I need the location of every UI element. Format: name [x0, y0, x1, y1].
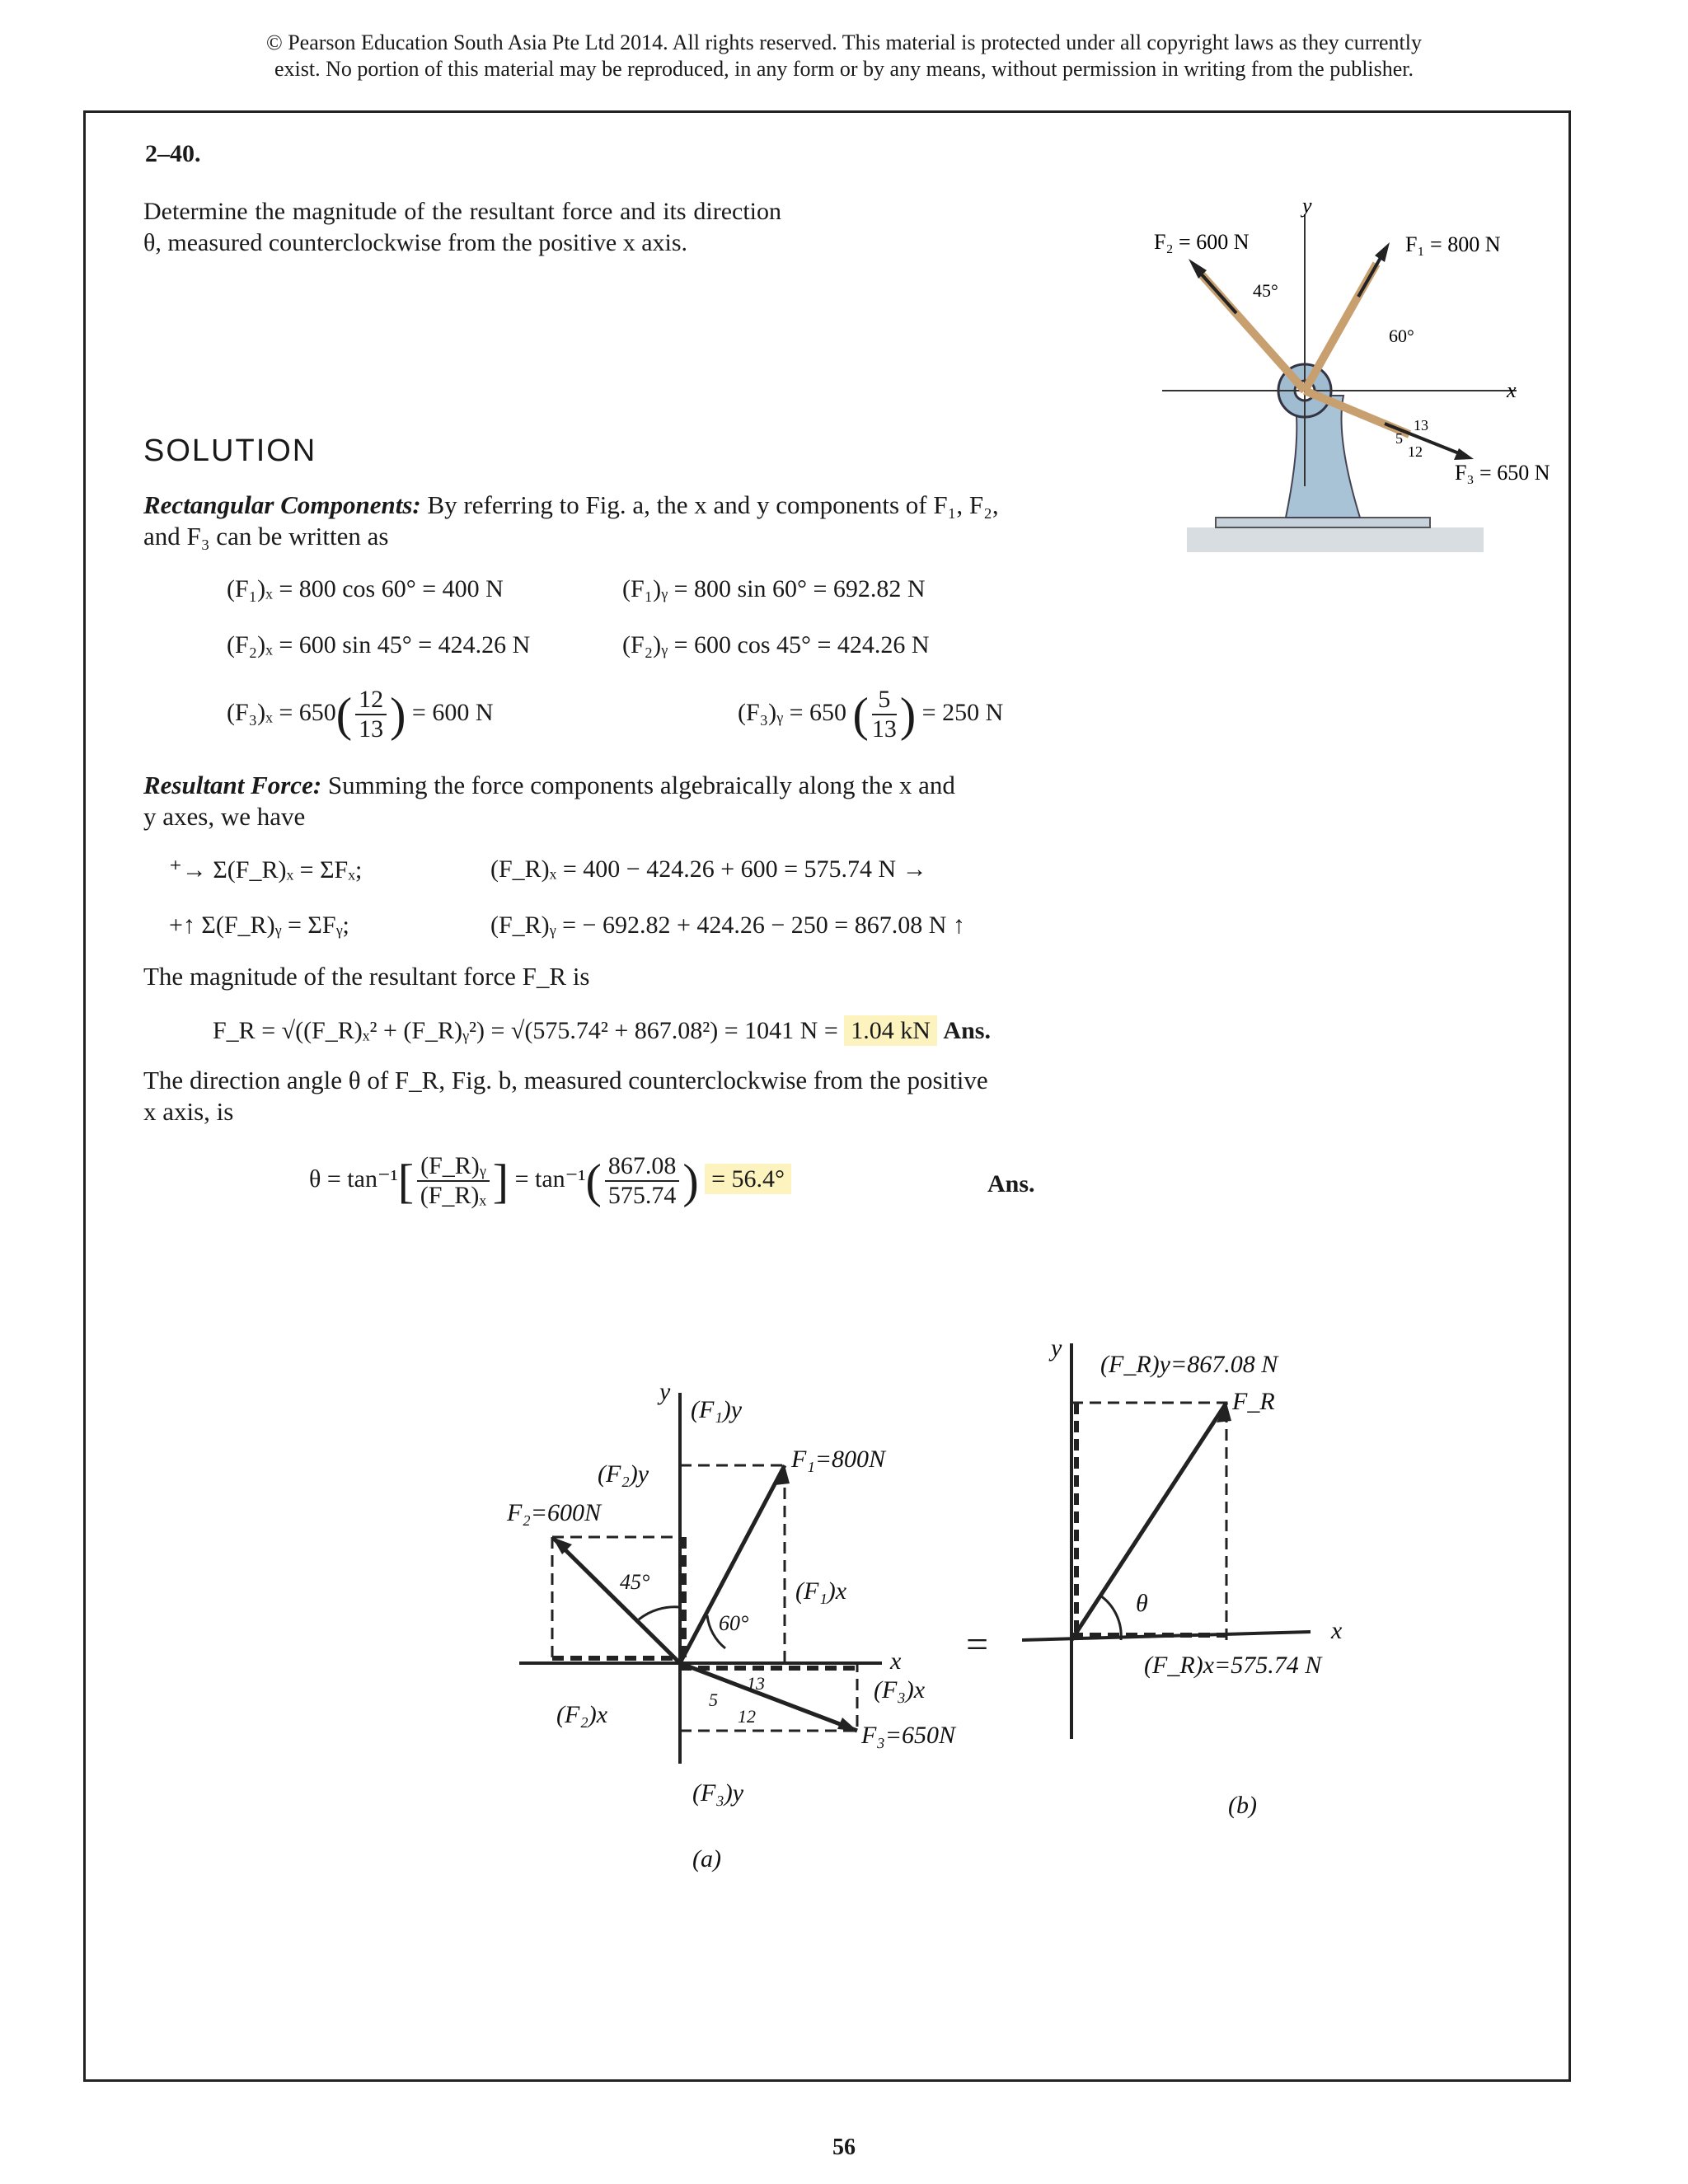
- fig-a-f3x-label: (F₃)x: [874, 1676, 926, 1704]
- eq-f3y: (F₃)ᵧ = 650 ( $\frac{5}{13}$ ) = 250 N: [738, 686, 1004, 743]
- slope-5: 5: [1395, 430, 1403, 447]
- fig-a-slope-12: 12: [738, 1706, 756, 1727]
- theta-lhs: θ = tan⁻¹: [309, 1165, 398, 1193]
- rect-heading: Rectangular Components:: [143, 490, 421, 519]
- fig-a-x-label: x: [890, 1647, 902, 1675]
- page-number: 56: [832, 2135, 856, 2160]
- res-heading: Resultant Force:: [143, 771, 322, 799]
- fig-b-frx-label: (F_R)x=575.74 N: [1144, 1652, 1322, 1679]
- eq-f3x-rhs: = 600 N: [411, 698, 494, 726]
- fig-a-f1-label: F₁=800N: [791, 1446, 886, 1473]
- fig-a-60-label: 60°: [719, 1611, 749, 1635]
- fig-a-f3-label: F₃=650N: [861, 1722, 956, 1749]
- sum-y-label: +↑ Σ(F_R)ᵧ = ΣFᵧ;: [169, 912, 349, 939]
- fig-a-f2-label: F₂=600N: [507, 1499, 602, 1526]
- copyright-notice: [0, 30, 1688, 82]
- fig-a-f1y-label: (F₁)y: [691, 1396, 743, 1423]
- slope-12: 12: [1408, 443, 1423, 460]
- f1-arrowhead: [1375, 242, 1390, 262]
- angle-45-label: 45°: [1253, 280, 1278, 301]
- slope-13: 13: [1414, 417, 1428, 434]
- f1-label: F₁ = 800 N: [1405, 232, 1501, 256]
- sum-x-label: ⁺→ Σ(F_R)ₓ = ΣFₓ;: [169, 856, 363, 883]
- fig-a-f1x-label: (F₁)x: [795, 1577, 847, 1605]
- res-text-a: Summing the force components algebraically along the x and: [327, 771, 955, 799]
- magnitude-eq-body: F_R = √((F_R)ₓ² + (F_R)ᵧ²) = √(575.74² + 867.08²) = 1041 N =: [213, 1017, 838, 1044]
- figure-a: [495, 1368, 1006, 1896]
- fig-a-f2-vector: [552, 1537, 680, 1663]
- fig-b-fry-label: (F_R)y=867.08 N: [1100, 1351, 1278, 1378]
- base-plate: [1216, 518, 1430, 527]
- rect-text-b: and F₃ can be written as: [143, 522, 389, 551]
- magnitude-answer: 1.04 kN: [844, 1015, 937, 1046]
- problem-statement: Determine the magnitude of the resultant force and its direction θ, measured counterclockwise from the positive x axis.: [143, 198, 781, 256]
- figure-b: [1022, 1327, 1393, 1854]
- fig-b-fr-vector: [1071, 1403, 1226, 1640]
- fig-a-y-label: y: [659, 1378, 671, 1405]
- problem-figure: [1137, 190, 1566, 552]
- copyright-line-2: exist. No portion of this material may be reproduced, in any form or by any means, without permission in writing from the publisher.: [274, 57, 1414, 81]
- f3-label: F₃ = 650 N: [1455, 461, 1550, 485]
- fig-b-fr-label: F_R: [1232, 1388, 1275, 1415]
- eq-f3x-lhs: (F₃)ₓ = 650: [227, 698, 336, 726]
- figures-equals: =: [966, 1623, 989, 1666]
- eq-f3y-rhs: = 250 N: [921, 698, 1004, 726]
- fig-a-slope-5: 5: [709, 1690, 718, 1710]
- theta-answer: = 56.4°: [705, 1164, 791, 1194]
- ground: [1187, 527, 1484, 552]
- f3-arrowhead: [1454, 448, 1474, 460]
- theta-num2: 867.08: [605, 1152, 680, 1182]
- fig-a-f3y-label: (F₃)y: [692, 1779, 744, 1807]
- resultant-paragraph: [143, 770, 1042, 832]
- dir-text-b: x axis, is: [143, 1097, 234, 1126]
- magnitude-text: The magnitude of the resultant force F_R is: [143, 962, 590, 991]
- theta-den2: 575.74: [607, 1182, 677, 1209]
- eq-f3y-num: 5: [872, 686, 897, 715]
- res-text-b: y axes, we have: [143, 802, 306, 831]
- eq-f2y: (F₂)ᵧ = 600 cos 45° = 424.26 N: [622, 631, 930, 658]
- eq-f2x: (F₂)ₓ = 600 sin 45° = 424.26 N: [227, 631, 531, 658]
- x-axis-label: x: [1507, 378, 1517, 402]
- eq-f3x: (F₃)ₓ = 650( $\frac{12}{13}$ ) = 600 N: [227, 686, 494, 743]
- ans-label-1: Ans.: [943, 1017, 991, 1044]
- eq-f3y-lhs: (F₃)ᵧ = 650: [738, 698, 846, 726]
- direction-paragraph: [143, 1065, 1042, 1127]
- fig-b-theta-label: θ: [1136, 1590, 1148, 1617]
- sum-y-eq: (F_R)ᵧ = − 692.82 + 424.26 − 250 = 867.08 N ↑: [490, 912, 965, 939]
- rect-text-a: By referring to Fig. a, the x and y components of F₁, F₂,: [427, 490, 999, 519]
- problem-number: 2–40.: [145, 140, 201, 167]
- theta-num1: (F_R)ᵧ: [417, 1152, 490, 1182]
- fig-b-y-label: y: [1051, 1334, 1062, 1361]
- copyright-line-1: © Pearson Education South Asia Pte Ltd 2014. All rights reserved. This material is protected under all copyright laws as they currently: [265, 30, 1423, 54]
- fig-b-x-label: x: [1331, 1617, 1343, 1644]
- ans-label-2: Ans.: [987, 1170, 1035, 1197]
- fig-a-caption: (a): [692, 1845, 721, 1872]
- f2-label: F₂ = 600 N: [1154, 230, 1250, 254]
- sum-x-eq: (F_R)ₓ = 400 − 424.26 + 600 = 575.74 N →: [490, 855, 927, 883]
- eq-f3x-num: 12: [355, 686, 387, 715]
- eq-f1y: (F₁)ᵧ = 800 sin 60° = 692.82 N: [622, 575, 926, 602]
- fig-a-f2y-label: (F₂)y: [598, 1460, 649, 1488]
- eq-f3x-den: 13: [359, 715, 384, 743]
- magnitude-eq: [213, 1017, 991, 1045]
- fig-a-45-label: 45°: [620, 1570, 650, 1594]
- y-axis-label: y: [1302, 194, 1312, 218]
- dir-text-a: The direction angle θ of F_R, Fig. b, measured counterclockwise from the positive: [143, 1066, 988, 1094]
- fig-b-caption: (b): [1228, 1792, 1257, 1819]
- rect-components-paragraph: [143, 490, 1042, 552]
- theta-eq: θ = tan⁻¹[ $\frac{\text{(F\_R)ᵧ}}{\text{(F\_R)ₓ}}$ ] = tan⁻¹( $\frac{867.08}{575.74}$ ) = 56.4°: [309, 1152, 791, 1210]
- theta-mid: = tan⁻¹: [514, 1165, 586, 1193]
- fig-a-f3-vector: [680, 1663, 857, 1731]
- angle-60-label: 60°: [1389, 326, 1414, 346]
- theta-den1: (F_R)ₓ: [420, 1182, 487, 1209]
- eq-f1x: (F₁)ₓ = 800 cos 60° = 400 N: [227, 575, 504, 602]
- fig-a-slope-13: 13: [747, 1673, 765, 1694]
- solution-title: SOLUTION: [143, 434, 317, 468]
- eq-f3y-den: 13: [871, 715, 897, 743]
- fig-a-f2x-label: (F₂)x: [556, 1701, 608, 1728]
